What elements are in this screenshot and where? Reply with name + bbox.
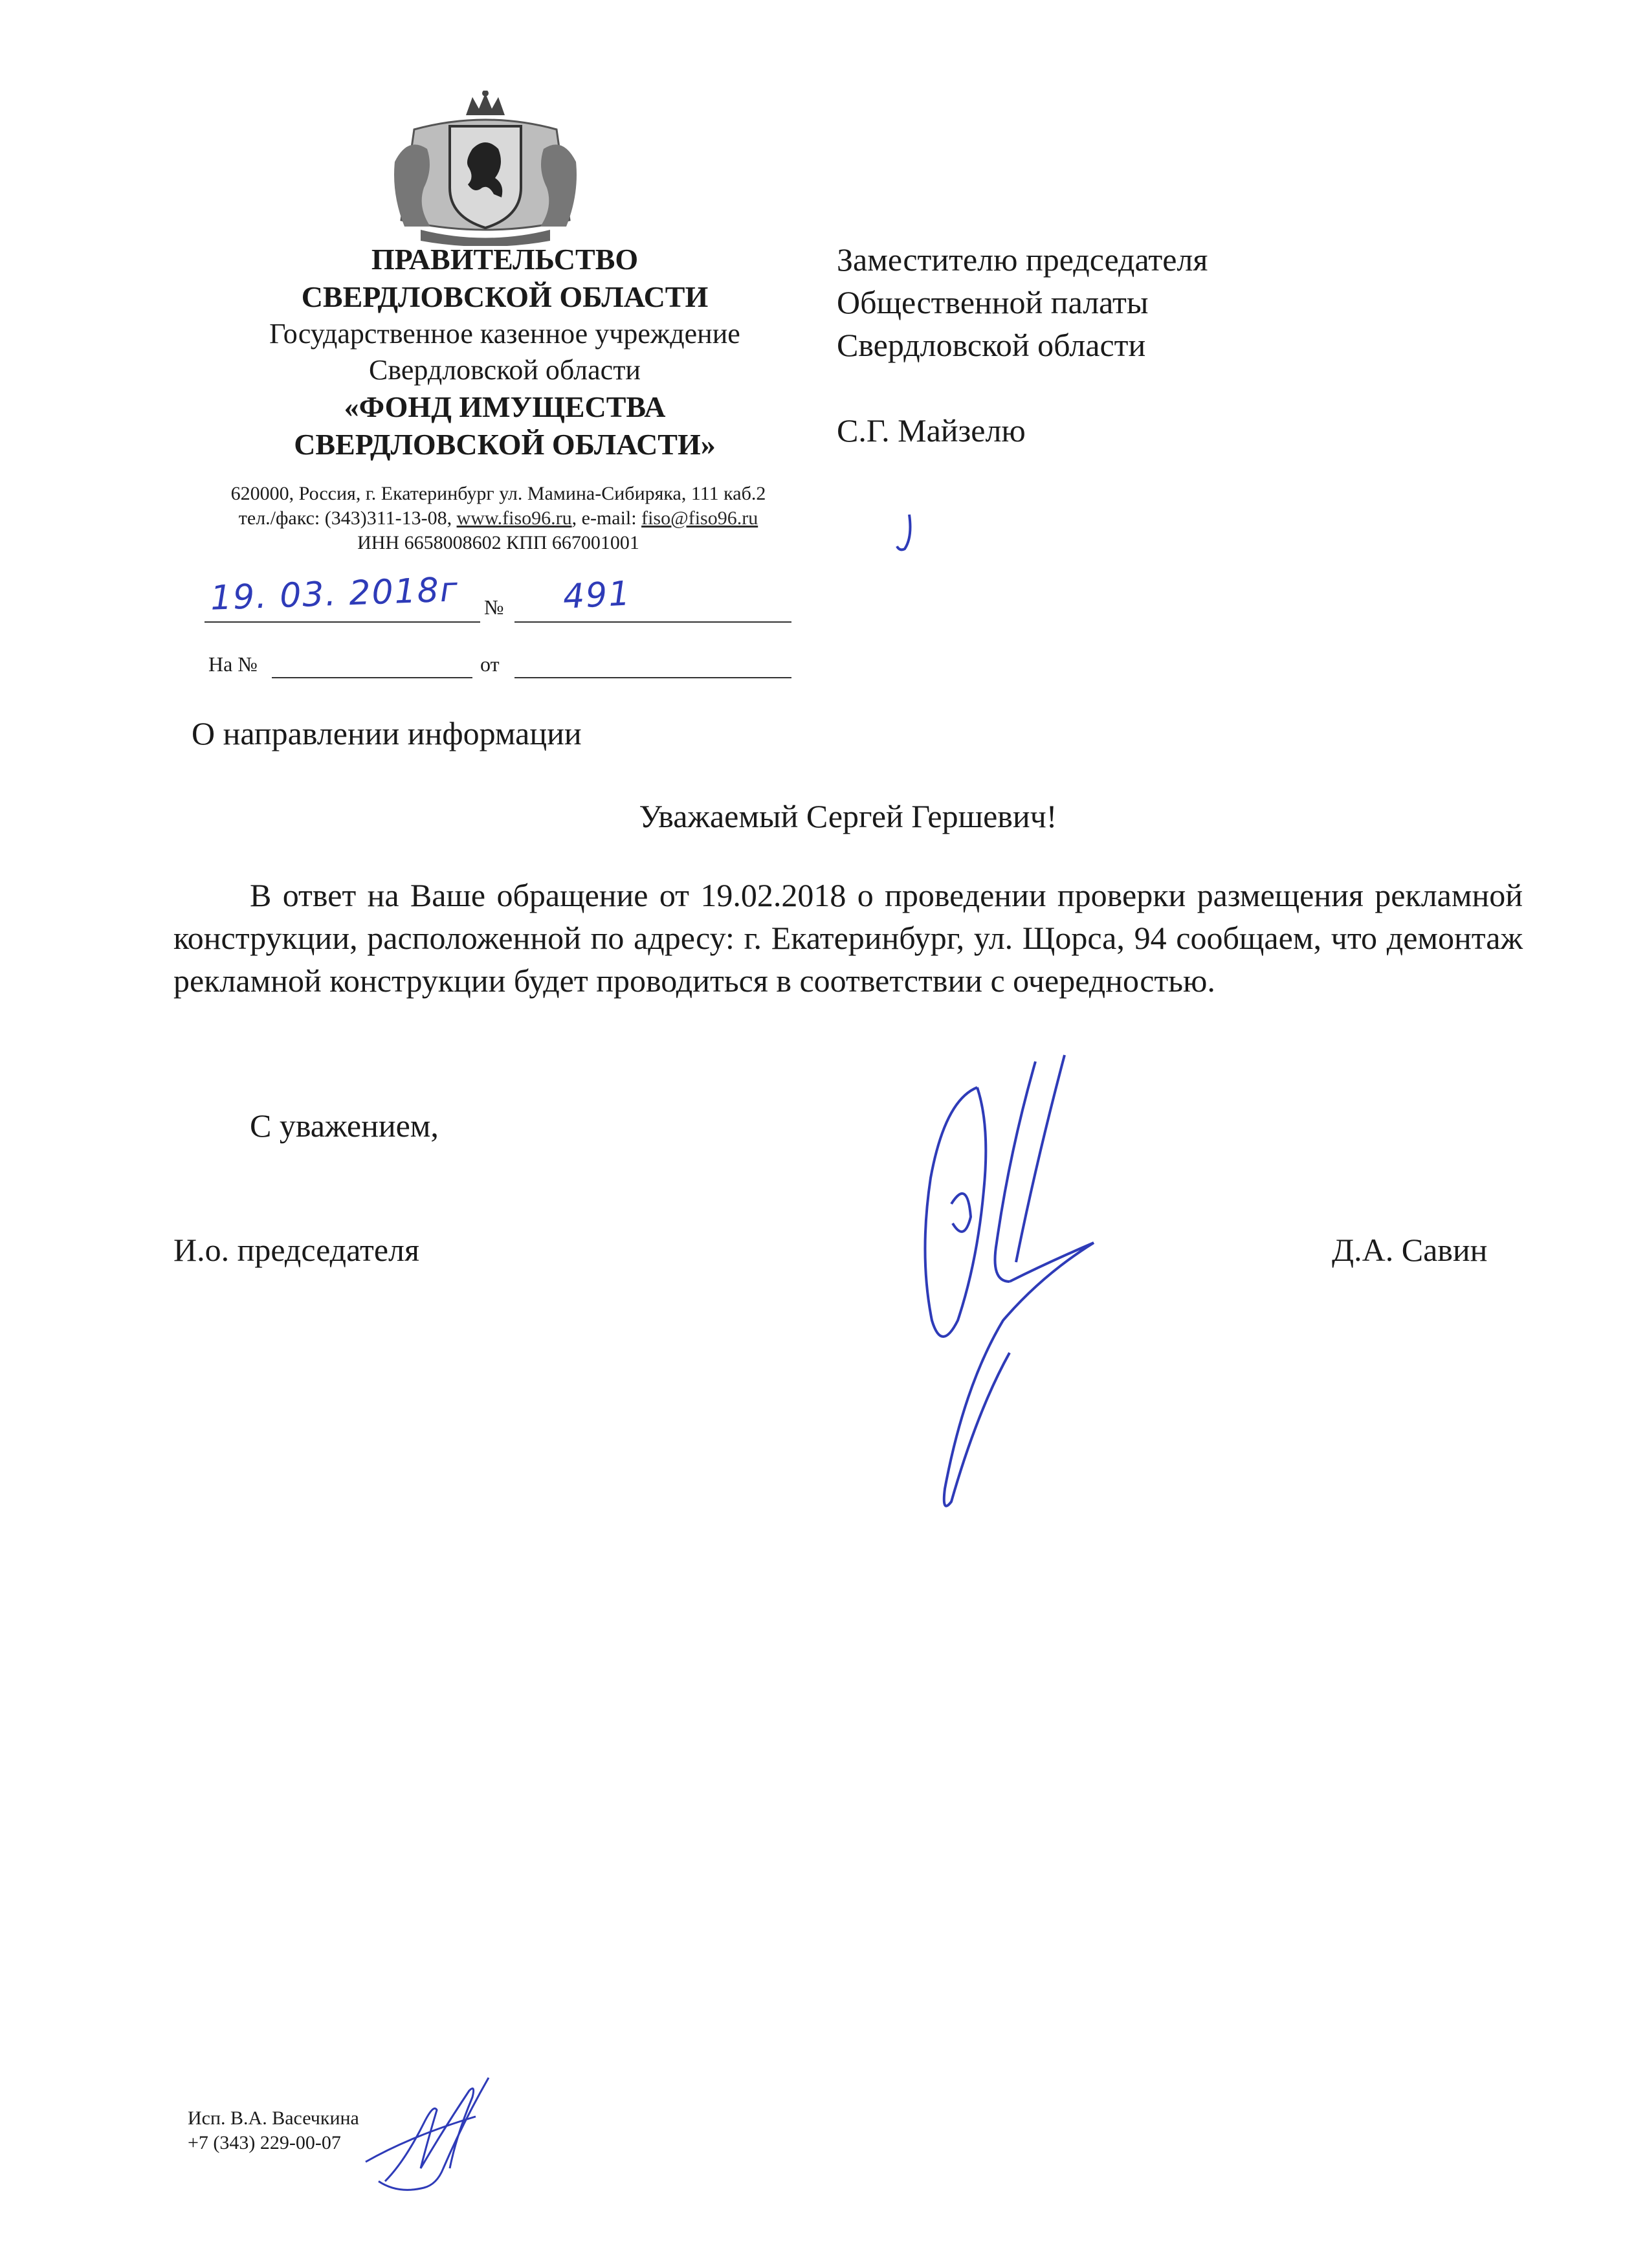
handwritten-number: 491 <box>562 574 632 617</box>
subject-line: О направлении информации <box>192 715 582 751</box>
email-label: , e-mail: <box>571 507 642 529</box>
organization-header <box>194 241 815 463</box>
addressee-name: С.Г. Майзелю <box>837 412 1026 449</box>
ref-from-label: от <box>480 652 500 676</box>
fund-line-2: СВЕРДЛОВСКОЙ ОБЛАСТИ» <box>294 428 716 461</box>
website-link[interactable]: www.fiso96.ru <box>456 507 572 529</box>
ref-number-line <box>272 677 472 678</box>
body-paragraph <box>173 874 1523 1002</box>
address-line: 620000, Россия, г. Екатеринбург ул. Мамина-Сибиряка, 111 каб.2 <box>230 483 766 504</box>
date-field-line <box>204 621 480 623</box>
government-line-2: СВЕРДЛОВСКОЙ ОБЛАСТИ <box>301 280 709 313</box>
ref-number-label: На № <box>208 652 258 676</box>
addressee-block <box>837 238 1208 452</box>
government-line-1: ПРАВИТЕЛЬСТВО <box>371 243 639 276</box>
addressee-line-1: Заместителю председателя <box>837 241 1208 278</box>
signatory-position: И.о. председателя <box>173 1232 420 1268</box>
closing-phrase: С уважением, <box>250 1107 439 1144</box>
executor-name: Исп. В.А. Васечкина <box>188 2107 359 2129</box>
phone-text: тел./факс: (343)311-13-08, <box>238 507 457 529</box>
institution-line-1: Государственное казенное учреждение <box>269 318 740 350</box>
executor-signature-icon <box>359 2071 527 2201</box>
number-label: № <box>484 595 504 619</box>
institution-line-2: Свердловской области <box>369 354 641 386</box>
handwritten-date: 19. 03. 2018г <box>210 570 460 618</box>
ref-from-line <box>514 677 791 678</box>
addressee-line-2: Общественной палаты <box>837 284 1149 320</box>
addressee-line-3: Свердловской области <box>837 327 1146 363</box>
executor-block <box>188 2106 359 2155</box>
executor-phone: +7 (343) 229-00-07 <box>188 2132 341 2153</box>
phone-email-line <box>175 506 822 531</box>
inn-kpp-line: ИНН 6658008602 КПП 667001001 <box>357 532 639 553</box>
signature-icon <box>880 1049 1113 1553</box>
signatory-name: Д.А. Савин <box>1332 1232 1488 1268</box>
body-text: В ответ на Ваше обращение от 19.02.2018 о проведении проверки размещения рекламной конструкции, расположенной по адресу: г. Екатеринбург, ул. Щорса, 94 сообщаем, что демонтаж рекламной конструкции будет проводиться в соответствии с очередностью. <box>173 877 1523 999</box>
number-field-line <box>514 621 791 623</box>
check-mark-icon <box>893 511 919 557</box>
contact-block <box>175 482 822 555</box>
coat-of-arms-icon <box>375 91 595 246</box>
email-link[interactable]: fiso@fiso96.ru <box>641 507 758 529</box>
fund-line-1: «ФОНД ИМУЩЕСТВА <box>344 390 666 423</box>
salutation: Уважаемый Сергей Гершевич! <box>639 798 1057 834</box>
